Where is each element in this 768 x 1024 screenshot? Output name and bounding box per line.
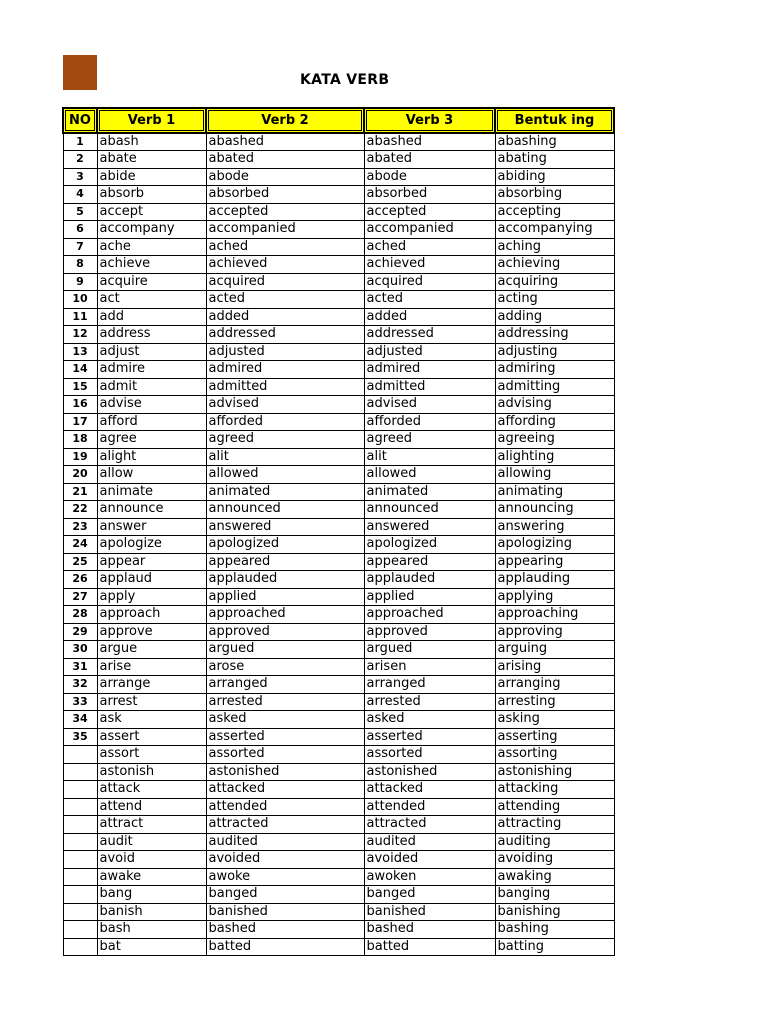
cell-verb2: attacked — [206, 781, 364, 799]
table-row — [63, 798, 614, 816]
cell-verb1: apply — [97, 588, 206, 606]
cell-ing: abating — [495, 151, 614, 169]
cell-ing: attracting — [495, 816, 614, 834]
header-verb2 — [206, 108, 364, 133]
cell-no: 25 — [63, 553, 97, 571]
cell-verb2: assorted — [206, 746, 364, 764]
header-verb1 — [97, 108, 206, 133]
cell-verb1: attract — [97, 816, 206, 834]
cell-verb3: batted — [364, 938, 495, 956]
cell-ing: attacking — [495, 781, 614, 799]
cell-verb3: agreed — [364, 431, 495, 449]
cell-verb1: announce — [97, 501, 206, 519]
cell-verb1: abate — [97, 151, 206, 169]
cell-no: 6 — [63, 221, 97, 239]
cell-no: 21 — [63, 483, 97, 501]
cell-ing: asking — [495, 711, 614, 729]
table-row — [63, 553, 614, 571]
cell-verb2: answered — [206, 518, 364, 536]
cell-verb3: attacked — [364, 781, 495, 799]
cell-verb3: attended — [364, 798, 495, 816]
cell-no: 5 — [63, 203, 97, 221]
table-row — [63, 133, 614, 151]
table-row — [63, 641, 614, 659]
cell-verb1: arrange — [97, 676, 206, 694]
table-row — [63, 833, 614, 851]
cell-ing: approving — [495, 623, 614, 641]
cell-ing: agreeing — [495, 431, 614, 449]
cell-no: 14 — [63, 361, 97, 379]
cell-verb2: attracted — [206, 816, 364, 834]
cell-no: 18 — [63, 431, 97, 449]
cell-verb3: abashed — [364, 133, 495, 151]
cell-verb3: acted — [364, 291, 495, 309]
header-ing-label: Bentuk ing — [497, 110, 612, 131]
cell-ing: apologizing — [495, 536, 614, 554]
table-row — [63, 816, 614, 834]
cell-no: 13 — [63, 343, 97, 361]
cell-verb1: attack — [97, 781, 206, 799]
cell-verb1: applaud — [97, 571, 206, 589]
cell-no: 2 — [63, 151, 97, 169]
cell-verb2: applauded — [206, 571, 364, 589]
cell-no: 32 — [63, 676, 97, 694]
cell-verb2: adjusted — [206, 343, 364, 361]
cell-verb3: answered — [364, 518, 495, 536]
table-row — [63, 676, 614, 694]
table-row — [63, 291, 614, 309]
cell-ing: allowing — [495, 466, 614, 484]
cell-verb3: arisen — [364, 658, 495, 676]
cell-verb1: abide — [97, 168, 206, 186]
cell-verb3: arrested — [364, 693, 495, 711]
table-row — [63, 746, 614, 764]
cell-no: 23 — [63, 518, 97, 536]
cell-verb3: approved — [364, 623, 495, 641]
cell-ing: answering — [495, 518, 614, 536]
cell-verb2: attended — [206, 798, 364, 816]
cell-ing: affording — [495, 413, 614, 431]
cell-verb1: argue — [97, 641, 206, 659]
cell-verb3: astonished — [364, 763, 495, 781]
cell-verb1: adjust — [97, 343, 206, 361]
cell-verb1: agree — [97, 431, 206, 449]
table-row — [63, 903, 614, 921]
cell-verb1: approach — [97, 606, 206, 624]
table-row — [63, 326, 614, 344]
cell-verb3: adjusted — [364, 343, 495, 361]
table-row — [63, 186, 614, 204]
table-row — [63, 938, 614, 956]
cell-verb1: admire — [97, 361, 206, 379]
cell-verb1: abash — [97, 133, 206, 151]
header-row — [63, 108, 614, 133]
cell-verb1: allow — [97, 466, 206, 484]
cell-verb2: animated — [206, 483, 364, 501]
header-verb1-label: Verb 1 — [99, 110, 204, 131]
cell-verb3: afforded — [364, 413, 495, 431]
cell-verb2: alit — [206, 448, 364, 466]
cell-no: 27 — [63, 588, 97, 606]
cell-verb1: assert — [97, 728, 206, 746]
cell-ing: arresting — [495, 693, 614, 711]
cell-verb2: batted — [206, 938, 364, 956]
table-row — [63, 361, 614, 379]
cell-ing: assorting — [495, 746, 614, 764]
cell-ing: acquiring — [495, 273, 614, 291]
cell-verb1: bat — [97, 938, 206, 956]
verb-table — [62, 107, 615, 956]
cell-no: 10 — [63, 291, 97, 309]
cell-no: 24 — [63, 536, 97, 554]
cell-verb1: bang — [97, 886, 206, 904]
cell-no — [63, 903, 97, 921]
page-title: KATA VERB — [300, 72, 390, 88]
cell-verb1: act — [97, 291, 206, 309]
cell-ing: adding — [495, 308, 614, 326]
cell-verb2: bashed — [206, 921, 364, 939]
cell-no — [63, 798, 97, 816]
cell-verb1: bash — [97, 921, 206, 939]
cell-verb3: acquired — [364, 273, 495, 291]
table-row — [63, 763, 614, 781]
table-row — [63, 151, 614, 169]
header-verb3 — [364, 108, 495, 133]
cell-verb2: banged — [206, 886, 364, 904]
cell-no — [63, 886, 97, 904]
cell-ing: absorbing — [495, 186, 614, 204]
table-row — [63, 851, 614, 869]
cell-no: 12 — [63, 326, 97, 344]
table-row — [63, 168, 614, 186]
cell-verb1: acquire — [97, 273, 206, 291]
table-row — [63, 431, 614, 449]
cell-verb2: acted — [206, 291, 364, 309]
cell-no: 1 — [63, 133, 97, 151]
cell-verb2: awoke — [206, 868, 364, 886]
cell-verb1: answer — [97, 518, 206, 536]
cell-verb3: allowed — [364, 466, 495, 484]
cell-verb3: advised — [364, 396, 495, 414]
cell-verb3: abated — [364, 151, 495, 169]
cell-no: 20 — [63, 466, 97, 484]
cell-verb2: apologized — [206, 536, 364, 554]
cell-ing: arguing — [495, 641, 614, 659]
table-row — [63, 413, 614, 431]
cell-verb2: abode — [206, 168, 364, 186]
cell-verb2: asserted — [206, 728, 364, 746]
cell-verb3: appeared — [364, 553, 495, 571]
cell-verb1: address — [97, 326, 206, 344]
cell-no: 7 — [63, 238, 97, 256]
table-row — [63, 921, 614, 939]
cell-verb2: banished — [206, 903, 364, 921]
table-row — [63, 466, 614, 484]
cell-ing: animating — [495, 483, 614, 501]
cell-verb3: arranged — [364, 676, 495, 694]
cell-verb1: add — [97, 308, 206, 326]
cell-no: 8 — [63, 256, 97, 274]
cell-no — [63, 938, 97, 956]
cell-no: 28 — [63, 606, 97, 624]
cell-verb1: awake — [97, 868, 206, 886]
cell-no: 30 — [63, 641, 97, 659]
cell-verb2: arranged — [206, 676, 364, 694]
cell-ing: aching — [495, 238, 614, 256]
cell-verb2: addressed — [206, 326, 364, 344]
cell-verb3: announced — [364, 501, 495, 519]
table-row — [63, 658, 614, 676]
cell-verb2: astonished — [206, 763, 364, 781]
cell-ing: admitting — [495, 378, 614, 396]
cell-no: 16 — [63, 396, 97, 414]
cell-verb3: applied — [364, 588, 495, 606]
cell-ing: awaking — [495, 868, 614, 886]
cell-verb2: absorbed — [206, 186, 364, 204]
cell-ing: advising — [495, 396, 614, 414]
cell-verb2: asked — [206, 711, 364, 729]
cell-verb2: accompanied — [206, 221, 364, 239]
table-row — [63, 868, 614, 886]
cell-no — [63, 833, 97, 851]
cell-verb3: avoided — [364, 851, 495, 869]
table-row — [63, 623, 614, 641]
cell-verb3: banished — [364, 903, 495, 921]
table-row — [63, 693, 614, 711]
cell-ing: acting — [495, 291, 614, 309]
cell-verb3: attracted — [364, 816, 495, 834]
cell-verb2: approved — [206, 623, 364, 641]
cell-verb1: advise — [97, 396, 206, 414]
cell-ing: auditing — [495, 833, 614, 851]
cell-verb1: appear — [97, 553, 206, 571]
cell-verb1: avoid — [97, 851, 206, 869]
cell-no: 22 — [63, 501, 97, 519]
cell-verb3: audited — [364, 833, 495, 851]
cell-no — [63, 781, 97, 799]
cell-no: 3 — [63, 168, 97, 186]
table-row — [63, 221, 614, 239]
cell-ing: avoiding — [495, 851, 614, 869]
cell-verb2: argued — [206, 641, 364, 659]
cell-verb1: accompany — [97, 221, 206, 239]
cell-verb3: bashed — [364, 921, 495, 939]
cell-verb3: assorted — [364, 746, 495, 764]
cell-ing: bashing — [495, 921, 614, 939]
cell-verb3: apologized — [364, 536, 495, 554]
table-row — [63, 606, 614, 624]
table-row — [63, 308, 614, 326]
cell-verb1: apologize — [97, 536, 206, 554]
cell-ing: admiring — [495, 361, 614, 379]
cell-ing: asserting — [495, 728, 614, 746]
cell-no: 9 — [63, 273, 97, 291]
cell-verb2: accepted — [206, 203, 364, 221]
cell-ing: abashing — [495, 133, 614, 151]
cell-ing: accompanying — [495, 221, 614, 239]
table-row — [63, 203, 614, 221]
cell-verb2: avoided — [206, 851, 364, 869]
cell-verb2: audited — [206, 833, 364, 851]
cell-ing: accepting — [495, 203, 614, 221]
cell-ing: achieving — [495, 256, 614, 274]
header-ing — [495, 108, 614, 133]
cell-verb2: announced — [206, 501, 364, 519]
cell-verb2: appeared — [206, 553, 364, 571]
cell-no: 4 — [63, 186, 97, 204]
cell-verb2: approached — [206, 606, 364, 624]
cell-verb1: ache — [97, 238, 206, 256]
table-row — [63, 483, 614, 501]
cell-no — [63, 868, 97, 886]
cell-verb3: argued — [364, 641, 495, 659]
cell-verb3: animated — [364, 483, 495, 501]
cell-ing: astonishing — [495, 763, 614, 781]
cell-ing: abiding — [495, 168, 614, 186]
table-row — [63, 781, 614, 799]
cell-ing: attending — [495, 798, 614, 816]
cell-verb2: acquired — [206, 273, 364, 291]
cell-verb1: accept — [97, 203, 206, 221]
cell-verb3: approached — [364, 606, 495, 624]
cell-ing: applauding — [495, 571, 614, 589]
table-row — [63, 343, 614, 361]
cell-no: 19 — [63, 448, 97, 466]
table-row — [63, 238, 614, 256]
cell-verb2: afforded — [206, 413, 364, 431]
header-verb3-label: Verb 3 — [366, 110, 493, 131]
table-row — [63, 396, 614, 414]
cell-no: 34 — [63, 711, 97, 729]
cell-ing: applying — [495, 588, 614, 606]
table-row — [63, 256, 614, 274]
cell-verb2: achieved — [206, 256, 364, 274]
cell-verb3: admitted — [364, 378, 495, 396]
cell-verb1: approve — [97, 623, 206, 641]
cell-verb2: arose — [206, 658, 364, 676]
cell-ing: alighting — [495, 448, 614, 466]
cell-verb3: asserted — [364, 728, 495, 746]
cell-verb2: allowed — [206, 466, 364, 484]
table-body — [63, 133, 614, 956]
cell-ing: arising — [495, 658, 614, 676]
cell-no — [63, 921, 97, 939]
table-row — [63, 571, 614, 589]
cell-verb2: arrested — [206, 693, 364, 711]
cell-verb1: afford — [97, 413, 206, 431]
table-header — [63, 108, 614, 133]
cell-verb1: ask — [97, 711, 206, 729]
cell-verb3: accompanied — [364, 221, 495, 239]
cell-verb1: arise — [97, 658, 206, 676]
table-row — [63, 448, 614, 466]
cell-verb2: applied — [206, 588, 364, 606]
cell-verb1: audit — [97, 833, 206, 851]
cell-verb1: achieve — [97, 256, 206, 274]
cell-ing: adjusting — [495, 343, 614, 361]
header-no-label: NO — [65, 110, 95, 131]
cell-ing: banging — [495, 886, 614, 904]
cell-no: 26 — [63, 571, 97, 589]
table-row — [63, 728, 614, 746]
table-row — [63, 378, 614, 396]
table-row — [63, 886, 614, 904]
cell-no: 31 — [63, 658, 97, 676]
cell-verb1: animate — [97, 483, 206, 501]
cell-verb2: agreed — [206, 431, 364, 449]
cell-no — [63, 851, 97, 869]
header-verb2-label: Verb 2 — [208, 110, 362, 131]
cell-verb3: alit — [364, 448, 495, 466]
cell-no: 29 — [63, 623, 97, 641]
cell-verb1: admit — [97, 378, 206, 396]
cell-verb3: addressed — [364, 326, 495, 344]
cell-verb2: admitted — [206, 378, 364, 396]
cell-ing: approaching — [495, 606, 614, 624]
cell-verb2: abashed — [206, 133, 364, 151]
cell-no: 35 — [63, 728, 97, 746]
cell-verb1: assort — [97, 746, 206, 764]
cell-verb3: accepted — [364, 203, 495, 221]
header-no — [63, 108, 97, 133]
cell-ing: batting — [495, 938, 614, 956]
cell-no — [63, 763, 97, 781]
cell-no — [63, 746, 97, 764]
cell-ing: appearing — [495, 553, 614, 571]
cell-verb2: added — [206, 308, 364, 326]
cell-ing: arranging — [495, 676, 614, 694]
cell-verb1: absorb — [97, 186, 206, 204]
cell-verb3: asked — [364, 711, 495, 729]
cell-no: 17 — [63, 413, 97, 431]
cell-verb2: admired — [206, 361, 364, 379]
cell-verb2: advised — [206, 396, 364, 414]
cell-no: 15 — [63, 378, 97, 396]
cell-verb1: alight — [97, 448, 206, 466]
cell-verb1: attend — [97, 798, 206, 816]
cell-ing: addressing — [495, 326, 614, 344]
cell-verb3: awoken — [364, 868, 495, 886]
table-row — [63, 501, 614, 519]
logo-square — [63, 55, 97, 90]
cell-ing: banishing — [495, 903, 614, 921]
cell-verb3: banged — [364, 886, 495, 904]
table-row — [63, 536, 614, 554]
cell-verb2: abated — [206, 151, 364, 169]
table-row — [63, 711, 614, 729]
cell-no: 11 — [63, 308, 97, 326]
cell-no — [63, 816, 97, 834]
cell-verb3: absorbed — [364, 186, 495, 204]
cell-verb3: achieved — [364, 256, 495, 274]
cell-verb1: astonish — [97, 763, 206, 781]
cell-verb1: banish — [97, 903, 206, 921]
cell-verb3: admired — [364, 361, 495, 379]
cell-verb3: applauded — [364, 571, 495, 589]
cell-verb2: ached — [206, 238, 364, 256]
table-row — [63, 588, 614, 606]
cell-verb3: abode — [364, 168, 495, 186]
cell-verb1: arrest — [97, 693, 206, 711]
table-row — [63, 273, 614, 291]
cell-no: 33 — [63, 693, 97, 711]
cell-verb3: ached — [364, 238, 495, 256]
cell-verb3: added — [364, 308, 495, 326]
table-row — [63, 518, 614, 536]
cell-ing: announcing — [495, 501, 614, 519]
